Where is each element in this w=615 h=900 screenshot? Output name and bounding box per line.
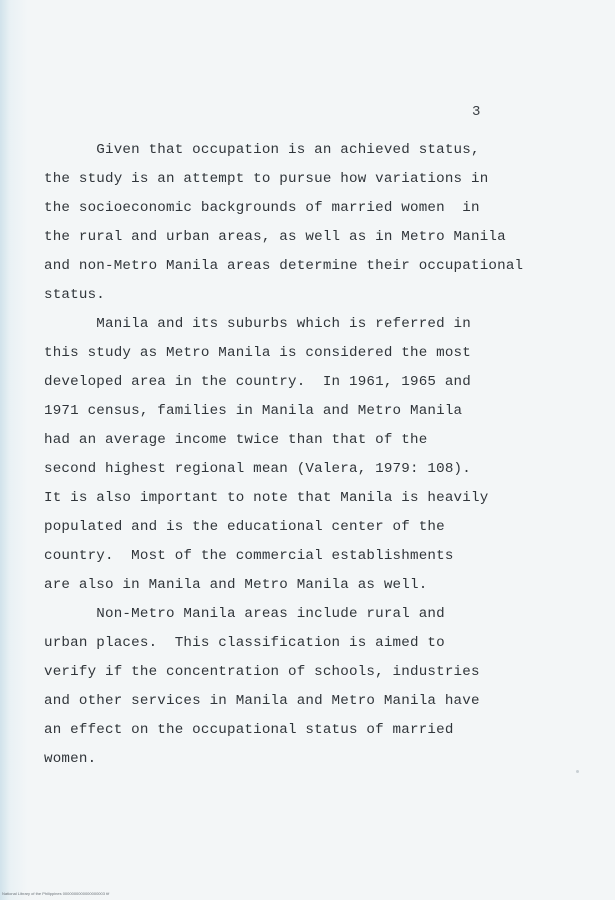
text-line: had an average income twice than that of the bbox=[44, 432, 428, 448]
text-line: country. Most of the commercial establishments bbox=[44, 548, 454, 564]
text-line: second highest regional mean (Valera, 1979: 108). bbox=[44, 461, 471, 477]
text-line: women. bbox=[44, 751, 97, 767]
text-line: Manila and its suburbs which is referred in bbox=[44, 316, 471, 332]
text-line: populated and is the educational center of the bbox=[44, 519, 445, 535]
paragraph-3 bbox=[44, 600, 604, 774]
text-line: 1971 census, families in Manila and Metro Manila bbox=[44, 403, 463, 419]
page-number: 3 bbox=[472, 104, 481, 120]
text-line: are also in Manila and Metro Manila as well. bbox=[44, 577, 428, 593]
text-line: and non-Metro Manila areas determine their occupational bbox=[44, 258, 524, 274]
text-line: the socioeconomic backgrounds of married women in bbox=[44, 200, 480, 216]
text-line: and other services in Manila and Metro Manila have bbox=[44, 693, 480, 709]
text-line: developed area in the country. In 1961, 1965 and bbox=[44, 374, 471, 390]
paragraph-1 bbox=[44, 136, 604, 310]
text-line: the rural and urban areas, as well as in Metro Manila bbox=[44, 229, 506, 245]
text-line: the study is an attempt to pursue how variations in bbox=[44, 171, 489, 187]
text-line: verify if the concentration of schools, industries bbox=[44, 664, 480, 680]
scan-speck bbox=[576, 770, 579, 773]
body-text bbox=[44, 136, 604, 774]
footer-caption: National Library of the Philippines 0000000000000000003 tif bbox=[2, 891, 110, 896]
text-line: this study as Metro Manila is considered the most bbox=[44, 345, 471, 361]
text-line: urban places. This classification is aimed to bbox=[44, 635, 445, 651]
text-line: an effect on the occupational status of married bbox=[44, 722, 454, 738]
paragraph-2 bbox=[44, 310, 604, 600]
text-line: Non-Metro Manila areas include rural and bbox=[44, 606, 445, 622]
text-line: status. bbox=[44, 287, 105, 303]
text-line: It is also important to note that Manila is heavily bbox=[44, 490, 489, 506]
text-line: Given that occupation is an achieved status, bbox=[44, 142, 480, 158]
